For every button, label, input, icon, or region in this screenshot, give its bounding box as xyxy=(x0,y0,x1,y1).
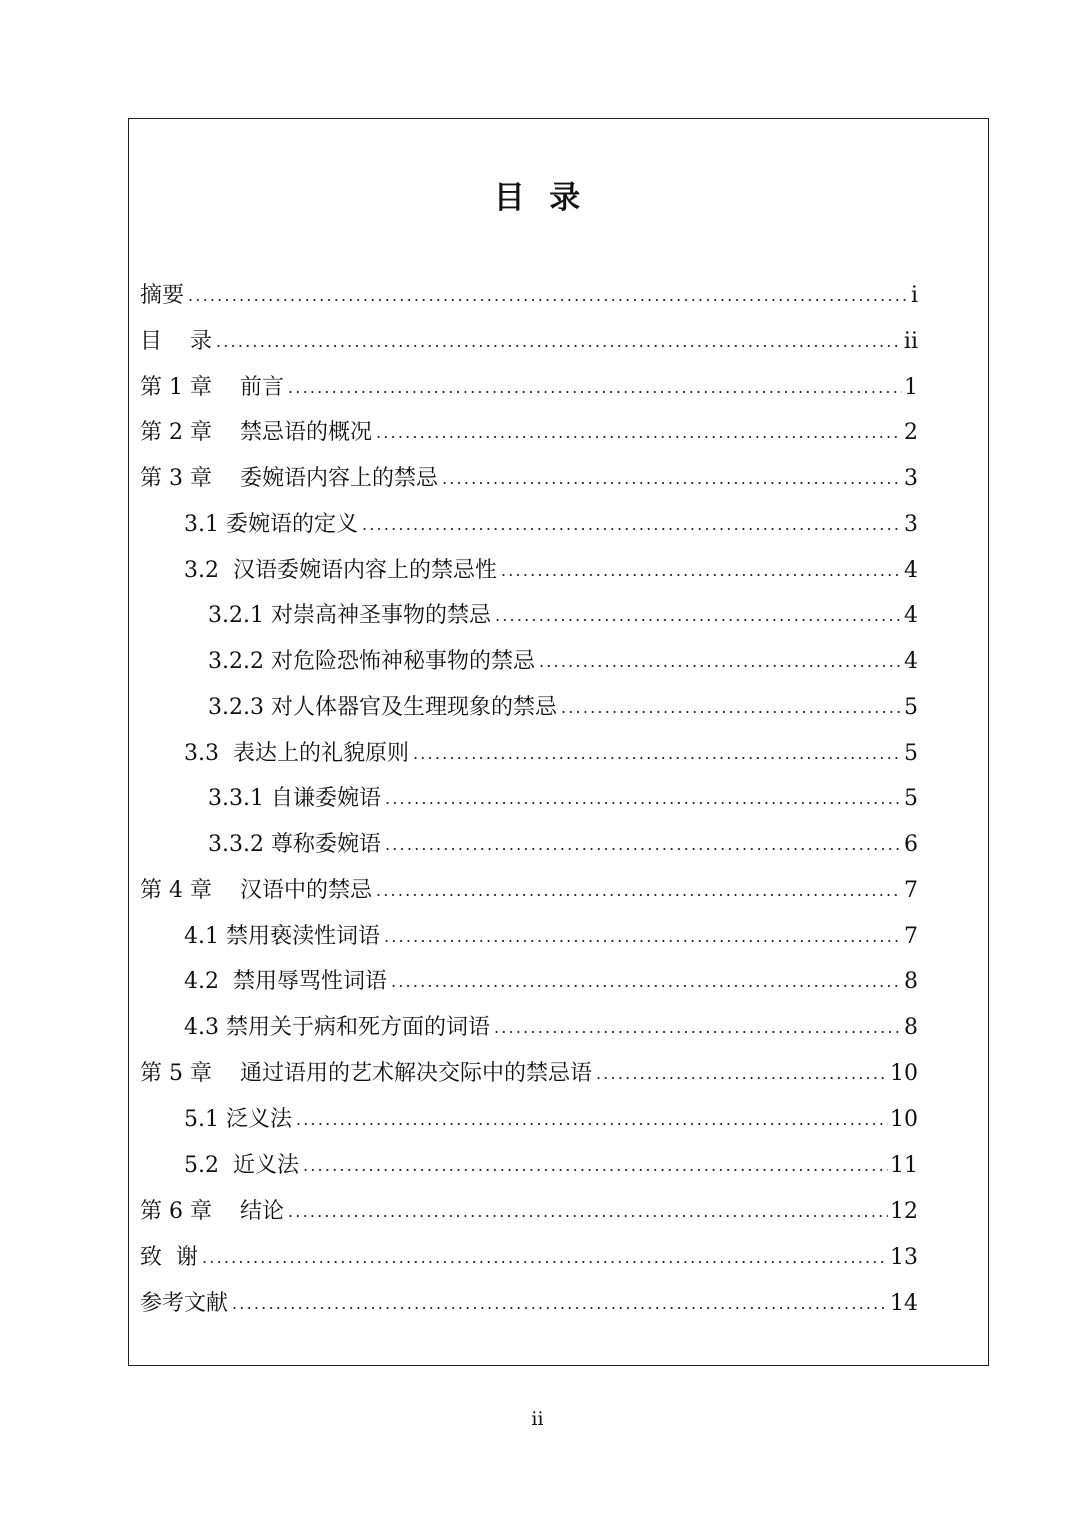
dot-leader xyxy=(202,1242,888,1274)
toc-entry-page: 14 xyxy=(890,1291,918,1316)
toc-entry-label: 3.3.1 自谦委婉语 xyxy=(208,786,381,811)
dot-leader xyxy=(188,280,909,312)
toc-entry[interactable] xyxy=(140,1196,918,1228)
toc-entry[interactable] xyxy=(140,326,918,358)
toc-entry-label: 4.1 禁用亵渎性词语 xyxy=(184,924,380,949)
dot-leader xyxy=(362,509,902,541)
dot-leader xyxy=(501,555,902,587)
toc-entry[interactable] xyxy=(184,509,918,541)
toc-entry[interactable] xyxy=(184,1012,918,1044)
toc-entry-page: 10 xyxy=(890,1107,918,1132)
dot-leader xyxy=(385,829,902,861)
toc-entry-page: 4 xyxy=(904,649,918,674)
dot-leader xyxy=(539,646,902,678)
toc-entry-page: 3 xyxy=(904,512,918,537)
toc-entry-label: 3.3.2 尊称委婉语 xyxy=(208,832,381,857)
toc-entry-page: ii xyxy=(903,329,918,354)
toc-entry[interactable] xyxy=(184,966,918,998)
toc-entry[interactable] xyxy=(140,417,918,449)
toc-entry-page: 7 xyxy=(904,878,918,903)
toc-title: 目 录 xyxy=(493,180,582,216)
dot-leader xyxy=(413,738,902,770)
toc-entry-label: 第 4 章 汉语中的禁忌 xyxy=(140,878,372,903)
toc-entry-label: 第 1 章 前言 xyxy=(140,375,284,400)
toc-entry[interactable] xyxy=(184,1104,918,1136)
toc-entry[interactable] xyxy=(140,1288,918,1320)
dot-leader xyxy=(303,1150,888,1182)
toc-entry-page: 5 xyxy=(904,786,918,811)
toc-entry-page: 12 xyxy=(890,1199,918,1224)
dot-leader xyxy=(384,921,902,953)
dot-leader xyxy=(494,1012,902,1044)
dot-leader xyxy=(391,966,902,998)
toc-entry-label: 3.2.3 对人体器官及生理现象的禁忌 xyxy=(208,695,557,720)
toc-entry-label: 3.3 表达上的礼貌原则 xyxy=(184,741,409,766)
toc-entry-page: 5 xyxy=(904,695,918,720)
toc-entry-page: 3 xyxy=(904,466,918,491)
dot-leader xyxy=(216,326,902,358)
toc-entry-label: 第 6 章 结论 xyxy=(140,1199,284,1224)
dot-leader xyxy=(296,1104,888,1136)
toc-entry-page: 5 xyxy=(904,741,918,766)
toc-entry-page: 7 xyxy=(904,924,918,949)
toc-entry[interactable] xyxy=(140,1058,918,1090)
dot-leader xyxy=(561,692,902,724)
toc-entry[interactable] xyxy=(184,1150,918,1182)
toc-entry-label: 第 2 章 禁忌语的概况 xyxy=(140,420,372,445)
toc-entry-label: 4.3 禁用关于病和死方面的词语 xyxy=(184,1015,490,1040)
toc-entry-page: 11 xyxy=(890,1153,918,1178)
toc-entry-label: 参考文献 xyxy=(140,1291,229,1316)
dot-leader xyxy=(232,1288,888,1320)
toc-entry-label: 3.2 汉语委婉语内容上的禁忌性 xyxy=(184,558,497,583)
dot-leader xyxy=(385,783,902,815)
toc-entry-label: 第 3 章 委婉语内容上的禁忌 xyxy=(140,466,438,491)
toc-entry[interactable] xyxy=(208,692,918,724)
toc-entry[interactable] xyxy=(140,280,918,312)
toc-entry-page: i xyxy=(910,283,918,308)
toc-entry-label: 3.2.1 对崇高神圣事物的禁忌 xyxy=(208,603,491,628)
toc-entry[interactable] xyxy=(184,921,918,953)
toc-entry-page: 4 xyxy=(904,603,918,628)
toc-entry-page: 2 xyxy=(904,420,918,445)
dot-leader xyxy=(495,600,902,632)
dot-leader xyxy=(442,463,902,495)
toc-entry-page: 4 xyxy=(904,558,918,583)
toc-entry-page: 1 xyxy=(904,375,918,400)
toc-entry[interactable] xyxy=(208,600,918,632)
toc-entry[interactable] xyxy=(208,783,918,815)
toc-entry[interactable] xyxy=(140,875,918,907)
toc-entry-label: 致 谢 xyxy=(140,1245,198,1270)
toc-entry-page: 10 xyxy=(890,1061,918,1086)
toc-entry-label: 3.2.2 对危险恐怖神秘事物的禁忌 xyxy=(208,649,535,674)
dot-leader xyxy=(376,875,902,907)
toc-entry[interactable] xyxy=(208,829,918,861)
toc-entry[interactable] xyxy=(140,372,918,404)
toc-entry-label: 5.1 泛义法 xyxy=(184,1107,292,1132)
toc-entry-label: 4.2 禁用辱骂性词语 xyxy=(184,969,387,994)
toc-entry[interactable] xyxy=(184,555,918,587)
toc-entry[interactable] xyxy=(208,646,918,678)
toc-entry-label: 摘要 xyxy=(140,283,185,308)
toc-entry[interactable] xyxy=(184,738,918,770)
toc-entry-page: 8 xyxy=(904,969,918,994)
toc-entry-page: 8 xyxy=(904,1015,918,1040)
toc-entry[interactable] xyxy=(140,1242,918,1274)
toc-entry-label: 目 录 xyxy=(140,329,212,354)
toc-entry-page: 13 xyxy=(890,1245,918,1270)
toc-entry-label: 第 5 章 通过语用的艺术解决交际中的禁忌语 xyxy=(140,1061,592,1086)
dot-leader xyxy=(376,417,902,449)
toc-entry-label: 3.1 委婉语的定义 xyxy=(184,512,358,537)
dot-leader xyxy=(288,372,902,404)
toc-entry-label: 5.2 近义法 xyxy=(184,1153,299,1178)
page-number: ii xyxy=(531,1408,544,1430)
dot-leader xyxy=(596,1058,888,1090)
toc-entry-page: 6 xyxy=(904,832,918,857)
toc-entry[interactable] xyxy=(140,463,918,495)
dot-leader xyxy=(288,1196,888,1228)
